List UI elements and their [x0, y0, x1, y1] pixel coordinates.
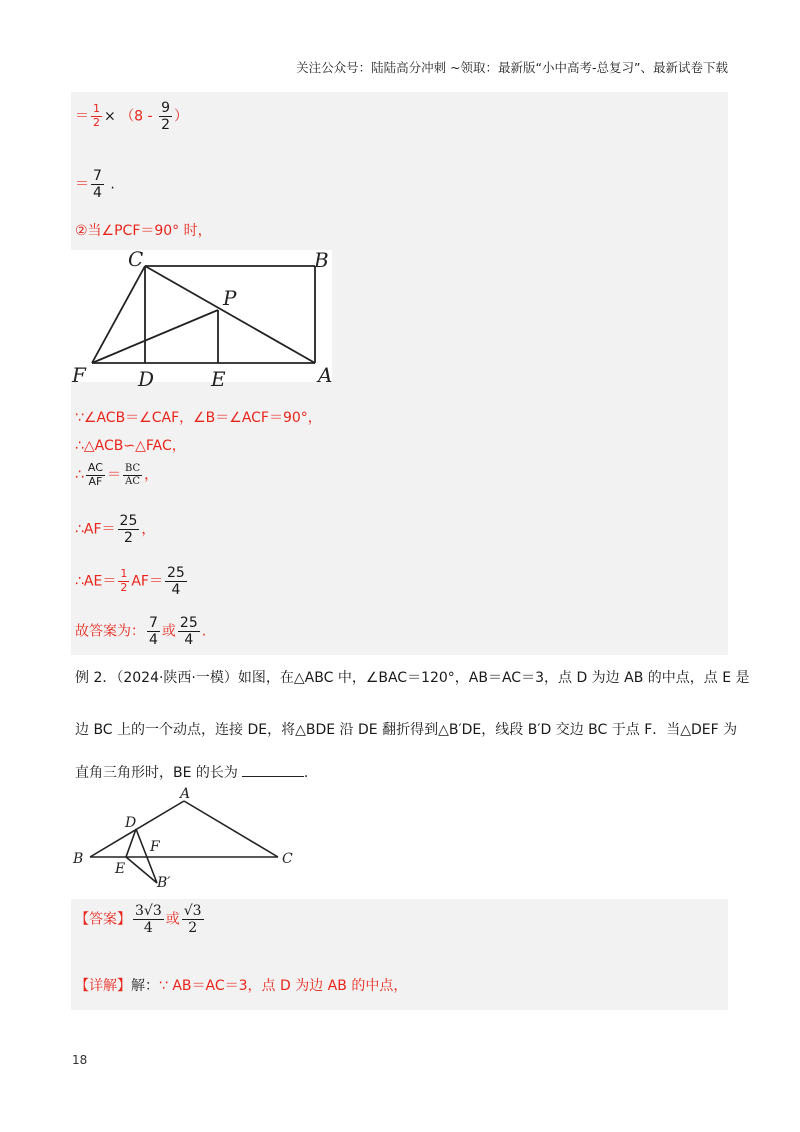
solution-line-2: ＝ $\frac{7}{4}$ . — [75, 168, 115, 202]
label-a: A — [180, 786, 191, 802]
label-f: F — [150, 839, 160, 855]
example-line-2: 边 BC 上的一个动点，连接 DE，将△BDE 沿 DE 翻折得到△B′DE，线段 B′D 交边 BC 于点 F．当△DEF 为 — [75, 722, 738, 738]
page-header: 关注公众号：陆陆高分冲刺 ~领取：最新版“小中高考-总复习”、最新试卷下载 — [296, 60, 728, 75]
segment-ba — [90, 801, 184, 857]
label-c: C — [282, 851, 293, 867]
answer-blank — [242, 764, 304, 777]
step-1: ∵∠ACB＝∠CAF，∠B＝∠ACF＝90°， — [75, 410, 322, 426]
step-5: ∴AE＝ $\frac{1}{2}$ AF＝ $\frac{25}{4}$ — [75, 565, 185, 599]
label-a: A — [318, 363, 333, 387]
label-e: E — [115, 861, 126, 877]
segment-ac — [184, 801, 278, 857]
page-number: 18 — [72, 1053, 88, 1067]
case-2-heading: ②当∠PCF＝90° 时， — [75, 223, 212, 239]
figure-triangle — [70, 785, 310, 895]
label-b: B — [314, 250, 329, 272]
example-line-3: 直角三角形时，BE 的长为 . — [75, 765, 309, 781]
label-b: B — [73, 851, 84, 867]
step-2: ∴△ACB∽△FAC， — [75, 438, 186, 454]
step-3: ∴ $\frac{AC}{AF}$ ＝ $\frac{BC}{AC}$ ， — [75, 461, 159, 488]
label-e: E — [211, 367, 226, 390]
solution-line-1: ＝ $\frac{1}{2}$ × （8 - $\frac{9}{2}$ ） — [75, 100, 188, 134]
figure-rectangle — [70, 250, 350, 390]
detail-line: 【详解】解：∵ AB＝AC＝3，点 D 为边 AB 的中点， — [75, 978, 408, 994]
label-d: D — [125, 815, 137, 831]
final-answer: 故答案为： $\frac{7}{4}$ 或 $\frac{25}{4}$ . — [75, 615, 207, 649]
label-f: F — [72, 363, 86, 387]
label-d: D — [138, 367, 155, 390]
step-4: ∴AF＝ $\frac{25}{2}$ ， — [75, 513, 156, 547]
label-c: C — [128, 250, 144, 271]
answer-line: 【答案】 $\frac{3√3}{4}$ 或 $\frac{√3}{2}$ — [75, 903, 202, 937]
label-p: P — [223, 286, 237, 310]
label-b-prime: B′ — [157, 875, 171, 891]
example-line-1: 例 2．（2024·陕西·一模）如图，在△ABC 中，∠BAC＝120°，AB＝AC＝3，点 D 为边 AB 的中点，点 E 是 — [75, 670, 750, 686]
